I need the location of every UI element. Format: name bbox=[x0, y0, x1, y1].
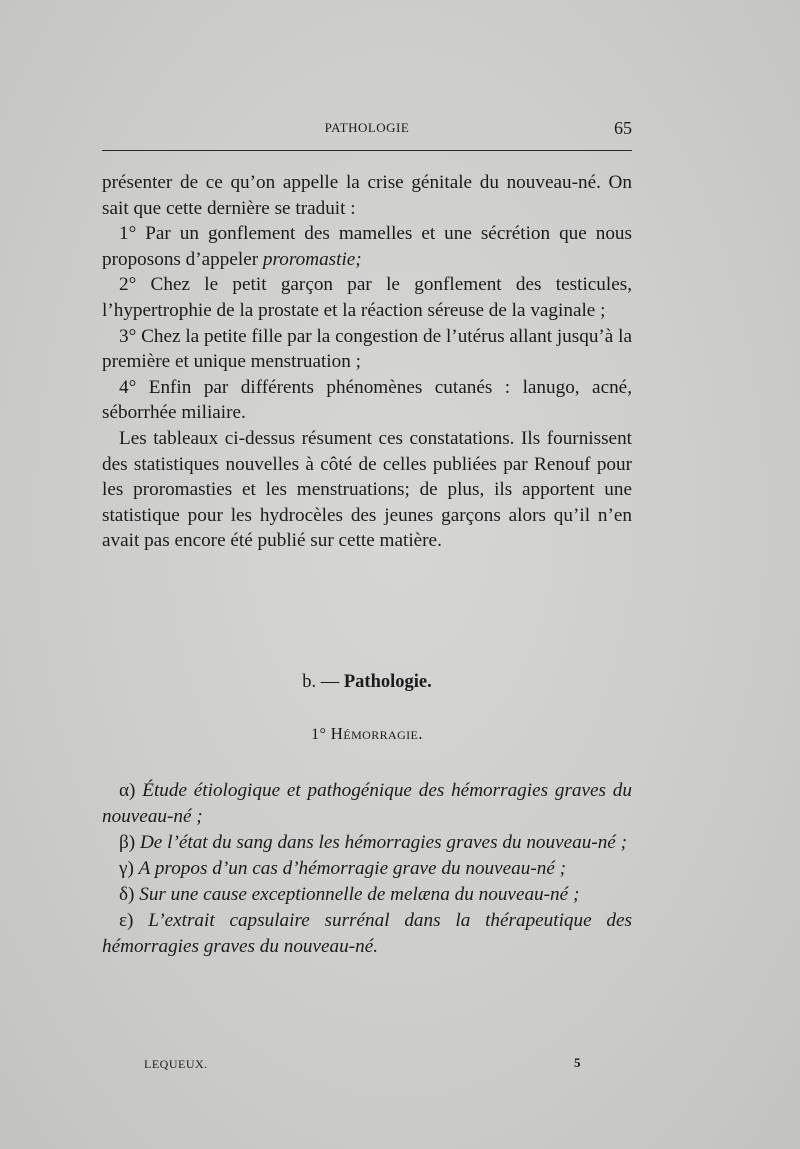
paragraph-item-3: 3° Chez la petite fille par la congestion de l’utérus allant jusqu’à la première et unique menstruation ; bbox=[102, 325, 632, 373]
bibliography-item bbox=[102, 908, 632, 960]
bibliography-title: L’extrait capsulaire surrénal dans la thérapeutique des hémorragies graves du nouveau-né. bbox=[102, 910, 632, 957]
bibliography-title: A propos d’un cas d’hémorragie grave du nouveau-né ; bbox=[138, 858, 567, 879]
bibliography-list bbox=[102, 778, 632, 960]
bibliography-mark: β) bbox=[119, 832, 136, 853]
footer-sheet-number: 5 bbox=[574, 1055, 581, 1070]
paragraph-item-1-text: 1° Par un gonflement des mamelles et une sécrétion que nous proposons d’appeler bbox=[102, 223, 632, 270]
bibliography-title: De l’état du sang dans les hémorragies graves du nouveau-né ; bbox=[139, 832, 628, 853]
bibliography-item bbox=[102, 778, 632, 830]
section-prefix: b. — bbox=[302, 672, 340, 692]
paragraph-item-1 bbox=[102, 221, 632, 272]
bibliography-item bbox=[102, 830, 632, 856]
bibliography-item bbox=[102, 856, 632, 882]
proromastie-term: proromastie; bbox=[262, 248, 362, 270]
paragraph-summary: Les tableaux ci-dessus résument ces constatations. Ils fournissent des statistiques nouvelles à côté de celles publiées par Renouf pour les proromasties et les menstruations; de plus, ils apportent une statistique pour les hydrocèles des jeunes garçons alors qu’il n’en avait pas encore été publié sur cette matière. bbox=[102, 427, 632, 552]
subsection-heading bbox=[102, 724, 632, 744]
paragraph-item-2: 2° Chez le petit garçon par le gonflement des testicules, l’hypertrophie de la prostate et la réaction séreuse de la vaginale ; bbox=[102, 274, 632, 321]
section-title: Pathologie. bbox=[343, 672, 432, 692]
subsection-title: Hémorragie. bbox=[330, 724, 423, 743]
subsection-number: 1° bbox=[311, 726, 327, 743]
bibliography-title: Étude étiologique et pathogénique des hémorragies graves du nouveau-né ; bbox=[102, 780, 632, 827]
paragraph-intro: présenter de ce qu’on appelle la crise génitale du nouveau-né. On sait que cette dernière se traduit : bbox=[102, 172, 632, 219]
running-header bbox=[102, 118, 632, 140]
bibliography-title: Sur une cause exceptionnelle de melæna du nouveau-né ; bbox=[139, 884, 580, 905]
paragraph-item-4: 4° Enfin par différents phénomènes cutanés : lanugo, acné, séborrhée miliaire. bbox=[102, 376, 632, 424]
bibliography-mark: δ) bbox=[119, 884, 135, 905]
page-number: 65 bbox=[614, 118, 632, 138]
bibliography-mark: α) bbox=[119, 780, 136, 801]
bibliography-item bbox=[102, 882, 632, 908]
section-heading bbox=[102, 672, 632, 693]
bibliography-mark: ε) bbox=[119, 910, 134, 931]
header-rule bbox=[102, 150, 632, 151]
body-text bbox=[102, 170, 632, 554]
bibliography-mark: γ) bbox=[119, 858, 134, 879]
running-title: PATHOLOGIE bbox=[324, 120, 410, 135]
footer-signature: LEQUEUX. bbox=[144, 1057, 208, 1071]
